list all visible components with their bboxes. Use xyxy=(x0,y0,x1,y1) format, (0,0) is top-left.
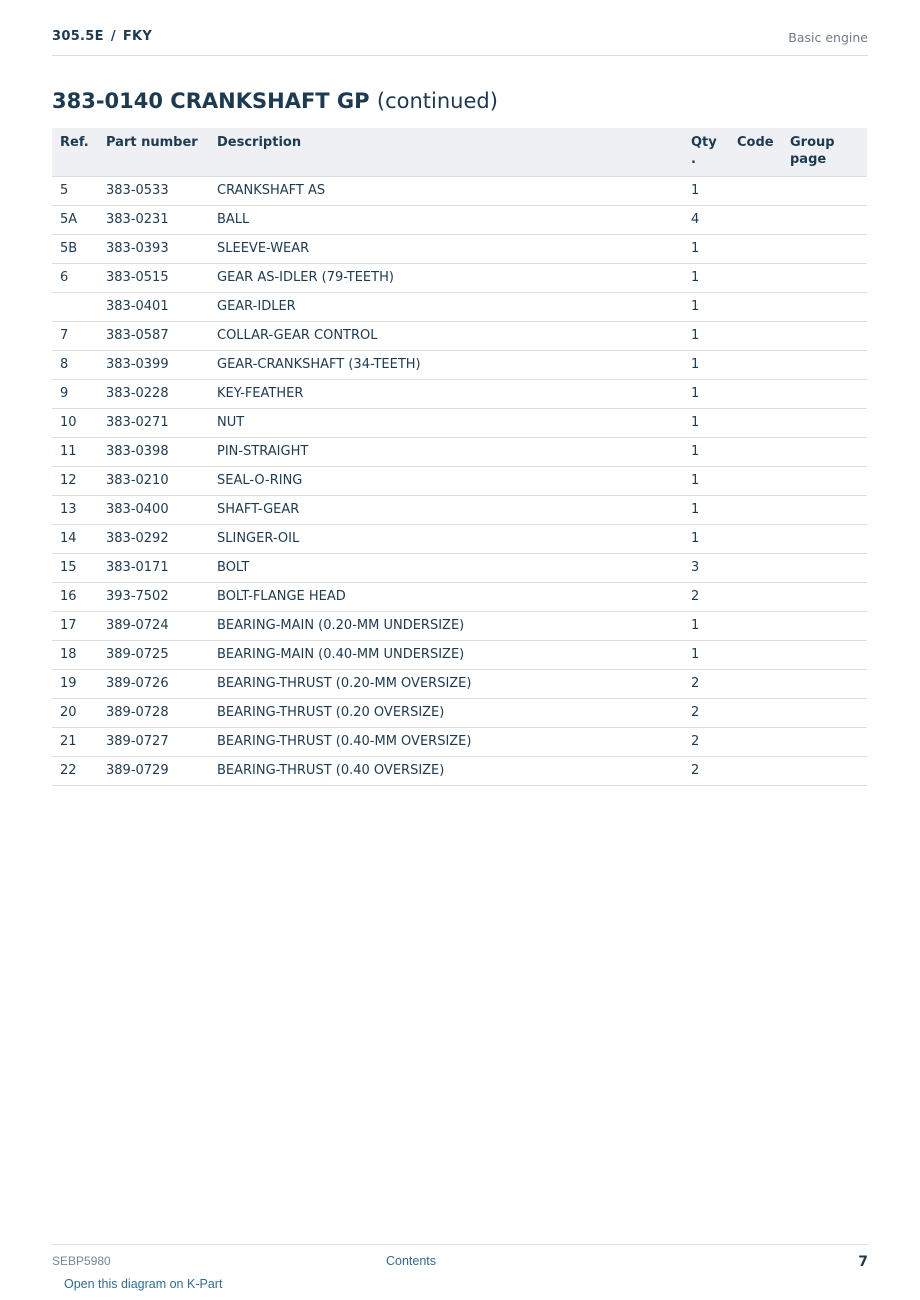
cell-description: SHAFT-GEAR xyxy=(209,495,683,524)
cell-description: GEAR-CRANKSHAFT (34-TEETH) xyxy=(209,350,683,379)
table-row xyxy=(52,350,867,379)
cell-part-number: 383-0228 xyxy=(98,379,209,408)
cell-code xyxy=(729,640,782,669)
model-name: 305.5E xyxy=(52,29,104,44)
cell-part-number: 383-0393 xyxy=(98,234,209,263)
cell-ref: 5 xyxy=(52,176,98,205)
cell-qty: 2 xyxy=(683,582,729,611)
cell-qty: 1 xyxy=(683,640,729,669)
cell-code xyxy=(729,698,782,727)
cell-code xyxy=(729,408,782,437)
cell-part-number: 383-0533 xyxy=(98,176,209,205)
page-footer xyxy=(52,1244,868,1295)
table-row xyxy=(52,669,867,698)
cell-code xyxy=(729,524,782,553)
cell-part-number: 383-0400 xyxy=(98,495,209,524)
cell-group-page xyxy=(782,727,867,756)
col-header-part-number: Part number xyxy=(98,128,209,176)
cell-group-page xyxy=(782,698,867,727)
cell-description: BEARING-THRUST (0.40-MM OVERSIZE) xyxy=(209,727,683,756)
cell-ref xyxy=(52,292,98,321)
cell-part-number: 383-0171 xyxy=(98,553,209,582)
cell-part-number: 383-0271 xyxy=(98,408,209,437)
cell-code xyxy=(729,176,782,205)
cell-group-page xyxy=(782,176,867,205)
table-row xyxy=(52,553,867,582)
table-row xyxy=(52,640,867,669)
cell-ref: 19 xyxy=(52,669,98,698)
cell-part-number: 393-7502 xyxy=(98,582,209,611)
cell-ref: 21 xyxy=(52,727,98,756)
table-row xyxy=(52,234,867,263)
cell-description: GEAR-IDLER xyxy=(209,292,683,321)
page-number: 7 xyxy=(858,1254,868,1270)
cell-group-page xyxy=(782,756,867,785)
cell-description: BOLT-FLANGE HEAD xyxy=(209,582,683,611)
cell-part-number: 383-0292 xyxy=(98,524,209,553)
table-row xyxy=(52,408,867,437)
cell-qty: 1 xyxy=(683,466,729,495)
cell-part-number: 383-0399 xyxy=(98,350,209,379)
cell-group-page xyxy=(782,611,867,640)
cell-qty: 1 xyxy=(683,524,729,553)
cell-description: BEARING-MAIN (0.40-MM UNDERSIZE) xyxy=(209,640,683,669)
cell-ref: 9 xyxy=(52,379,98,408)
cell-ref: 7 xyxy=(52,321,98,350)
cell-group-page xyxy=(782,205,867,234)
cell-group-page xyxy=(782,321,867,350)
table-row xyxy=(52,176,867,205)
col-header-qty: Qty . xyxy=(683,128,729,176)
continued-label: (continued) xyxy=(376,89,498,113)
cell-code xyxy=(729,292,782,321)
cell-qty: 4 xyxy=(683,205,729,234)
cell-qty: 1 xyxy=(683,176,729,205)
cell-qty: 2 xyxy=(683,669,729,698)
cell-ref: 13 xyxy=(52,495,98,524)
cell-qty: 1 xyxy=(683,437,729,466)
cell-part-number: 389-0724 xyxy=(98,611,209,640)
cell-code xyxy=(729,727,782,756)
cell-code xyxy=(729,611,782,640)
table-row xyxy=(52,292,867,321)
cell-ref: 22 xyxy=(52,756,98,785)
cell-part-number: 383-0231 xyxy=(98,205,209,234)
cell-ref: 20 xyxy=(52,698,98,727)
col-header-group-page: Group page xyxy=(782,128,867,176)
cell-description: SLINGER-OIL xyxy=(209,524,683,553)
cell-qty: 2 xyxy=(683,698,729,727)
cell-qty: 2 xyxy=(683,727,729,756)
cell-ref: 16 xyxy=(52,582,98,611)
cell-qty: 2 xyxy=(683,756,729,785)
group-title: 383-0140 CRANKSHAFT GP xyxy=(52,89,370,113)
cell-code xyxy=(729,582,782,611)
page-header xyxy=(52,28,868,56)
cell-qty: 1 xyxy=(683,292,729,321)
parts-table-body xyxy=(52,176,867,785)
cell-code xyxy=(729,437,782,466)
table-row xyxy=(52,611,867,640)
cell-part-number: 389-0729 xyxy=(98,756,209,785)
table-row xyxy=(52,466,867,495)
cell-ref: 8 xyxy=(52,350,98,379)
cell-part-number: 383-0401 xyxy=(98,292,209,321)
cell-code xyxy=(729,321,782,350)
cell-code xyxy=(729,379,782,408)
table-row xyxy=(52,727,867,756)
cell-ref: 17 xyxy=(52,611,98,640)
cell-ref: 11 xyxy=(52,437,98,466)
cell-description: SLEEVE-WEAR xyxy=(209,234,683,263)
cell-group-page xyxy=(782,582,867,611)
serial-prefix: FKY xyxy=(122,29,153,44)
cell-ref: 10 xyxy=(52,408,98,437)
cell-qty: 1 xyxy=(683,263,729,292)
section-name: Basic engine xyxy=(788,30,868,45)
cell-description: BEARING-THRUST (0.40 OVERSIZE) xyxy=(209,756,683,785)
table-row xyxy=(52,263,867,292)
cell-qty: 1 xyxy=(683,611,729,640)
cell-code xyxy=(729,553,782,582)
cell-part-number: 383-0587 xyxy=(98,321,209,350)
page-title xyxy=(52,89,498,113)
cell-qty: 1 xyxy=(683,350,729,379)
cell-description: BEARING-THRUST (0.20-MM OVERSIZE) xyxy=(209,669,683,698)
cell-group-page xyxy=(782,263,867,292)
cell-part-number: 383-0210 xyxy=(98,466,209,495)
cell-code xyxy=(729,495,782,524)
cell-part-number: 389-0726 xyxy=(98,669,209,698)
cell-code xyxy=(729,234,782,263)
model-separator: / xyxy=(110,29,116,44)
cell-group-page xyxy=(782,669,867,698)
cell-group-page xyxy=(782,553,867,582)
cell-description: BALL xyxy=(209,205,683,234)
cell-qty: 3 xyxy=(683,553,729,582)
table-row xyxy=(52,321,867,350)
cell-description: COLLAR-GEAR CONTROL xyxy=(209,321,683,350)
table-row xyxy=(52,495,867,524)
cell-description: NUT xyxy=(209,408,683,437)
cell-qty: 1 xyxy=(683,321,729,350)
col-header-description: Description xyxy=(209,128,683,176)
cell-description: BOLT xyxy=(209,553,683,582)
cell-description: CRANKSHAFT AS xyxy=(209,176,683,205)
cell-part-number: 383-0515 xyxy=(98,263,209,292)
table-header-row xyxy=(52,128,867,176)
cell-group-page xyxy=(782,495,867,524)
table-row xyxy=(52,379,867,408)
cell-ref: 15 xyxy=(52,553,98,582)
table-row xyxy=(52,524,867,553)
contents-link[interactable]: Contents xyxy=(386,1254,437,1268)
cell-description: PIN-STRAIGHT xyxy=(209,437,683,466)
cell-qty: 1 xyxy=(683,234,729,263)
cell-ref: 5B xyxy=(52,234,98,263)
cell-group-page xyxy=(782,466,867,495)
cell-code xyxy=(729,466,782,495)
cell-ref: 14 xyxy=(52,524,98,553)
cell-part-number: 389-0728 xyxy=(98,698,209,727)
cell-group-page xyxy=(782,350,867,379)
open-kpart-link[interactable]: Open this diagram on K-Part xyxy=(64,1277,223,1291)
col-header-ref: Ref. xyxy=(52,128,98,176)
table-row xyxy=(52,437,867,466)
table-row xyxy=(52,756,867,785)
cell-qty: 1 xyxy=(683,379,729,408)
cell-code xyxy=(729,205,782,234)
cell-part-number: 389-0727 xyxy=(98,727,209,756)
cell-description: GEAR AS-IDLER (79-TEETH) xyxy=(209,263,683,292)
cell-ref: 12 xyxy=(52,466,98,495)
model-label xyxy=(52,29,152,44)
cell-group-page xyxy=(782,379,867,408)
cell-ref: 5A xyxy=(52,205,98,234)
cell-description: BEARING-MAIN (0.20-MM UNDERSIZE) xyxy=(209,611,683,640)
cell-ref: 18 xyxy=(52,640,98,669)
cell-description: KEY-FEATHER xyxy=(209,379,683,408)
cell-group-page xyxy=(782,408,867,437)
cell-part-number: 389-0725 xyxy=(98,640,209,669)
cell-code xyxy=(729,756,782,785)
cell-qty: 1 xyxy=(683,495,729,524)
table-row xyxy=(52,205,867,234)
cell-group-page xyxy=(782,234,867,263)
cell-group-page xyxy=(782,292,867,321)
cell-part-number: 383-0398 xyxy=(98,437,209,466)
table-row xyxy=(52,582,867,611)
cell-code xyxy=(729,350,782,379)
cell-code xyxy=(729,263,782,292)
cell-code xyxy=(729,669,782,698)
table-row xyxy=(52,698,867,727)
cell-group-page xyxy=(782,640,867,669)
cell-description: SEAL-O-RING xyxy=(209,466,683,495)
col-header-code: Code xyxy=(729,128,782,176)
parts-table xyxy=(52,128,867,786)
cell-qty: 1 xyxy=(683,408,729,437)
cell-ref: 6 xyxy=(52,263,98,292)
cell-group-page xyxy=(782,437,867,466)
document-id: SEBP5980 xyxy=(52,1254,111,1268)
cell-group-page xyxy=(782,524,867,553)
cell-description: BEARING-THRUST (0.20 OVERSIZE) xyxy=(209,698,683,727)
